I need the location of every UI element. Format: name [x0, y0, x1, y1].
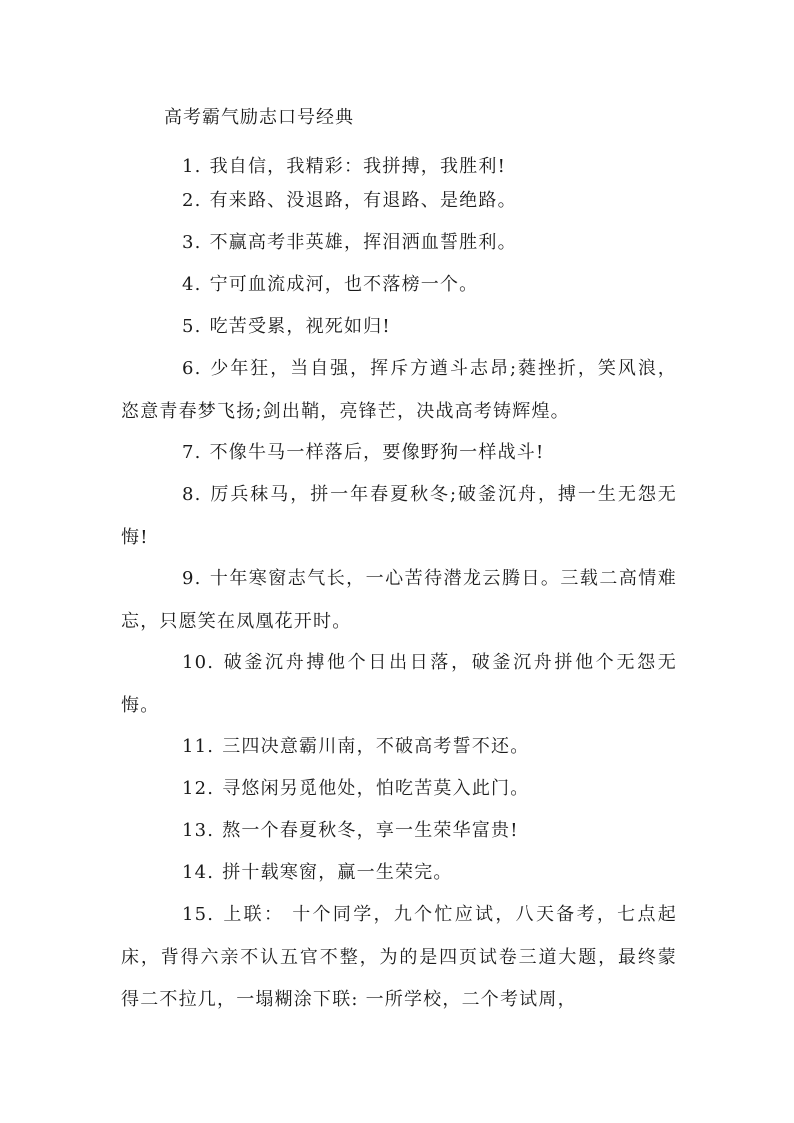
item-text: 三四决意霸川南，不破高考誓不还。	[222, 736, 530, 757]
list-item	[121, 768, 677, 811]
list-item	[121, 432, 677, 475]
item-number: 15.	[182, 904, 215, 925]
list-item	[121, 222, 677, 265]
item-text: 十年寒窗志气长，一心苦待潜龙云腾日。三载二高情难忘，只愿笑在凤凰花开时。	[121, 568, 677, 632]
item-text: 有来路、没退路，有退路、是绝路。	[209, 190, 517, 211]
list-item	[121, 306, 677, 349]
list-item	[121, 852, 677, 895]
item-number: 8.	[182, 484, 202, 505]
item-number: 13.	[182, 820, 215, 841]
item-text: 上联： 十个同学，九个忙应试，八天备考，七点起床，背得六亲不认五官不整，为的是四页试卷三道大题，最终蒙得二不拉几，一塌糊涂下联: 一所学校，二个考试周，	[121, 904, 677, 1010]
item-number: 5.	[182, 316, 202, 337]
item-text: 破釜沉舟搏他个日出日落，破釜沉舟拼他个无怨无悔。	[121, 652, 677, 716]
list-item	[121, 810, 677, 853]
list-item	[121, 558, 677, 643]
item-number: 10.	[182, 652, 215, 673]
list-item	[121, 726, 677, 769]
item-text: 拼十载寒窗，赢一生荣完。	[222, 862, 453, 883]
item-number: 1.	[182, 156, 202, 177]
list-item	[121, 642, 677, 727]
item-number: 12.	[182, 778, 215, 799]
item-number: 6.	[182, 358, 202, 379]
item-text: 不像牛马一样落后，要像野狗一样战斗!	[209, 442, 545, 463]
item-number: 14.	[182, 862, 215, 883]
list-item	[121, 264, 677, 307]
item-text: 寻悠闲另觅他处，怕吃苦莫入此门。	[222, 778, 530, 799]
list-item	[121, 474, 677, 559]
item-number: 2.	[182, 190, 202, 211]
item-text: 宁可血流成河，也不落榜一个。	[209, 274, 479, 295]
list-item	[121, 894, 677, 1022]
item-number: 4.	[182, 274, 202, 295]
item-text: 厉兵秣马，拼一年春夏秋冬;破釜沉舟，搏一生无怨无悔!	[121, 484, 677, 548]
item-text: 我自信，我精彩：我拼搏，我胜利!	[209, 156, 507, 177]
list-item	[121, 180, 677, 223]
item-text: 熬一个春夏秋冬，享一生荣华富贵!	[222, 820, 519, 841]
item-number: 7.	[182, 442, 202, 463]
document-title: 高考霸气励志口号经典	[164, 107, 354, 128]
item-text: 吃苦受累，视死如归!	[209, 316, 391, 337]
item-text: 不赢高考非英雄，挥泪洒血誓胜利。	[209, 232, 517, 253]
item-number: 3.	[182, 232, 202, 253]
item-number: 9.	[182, 568, 202, 589]
item-number: 11.	[182, 736, 215, 757]
list-item	[121, 348, 677, 433]
item-text: 少年狂，当自强，挥斥方遒斗志昂;蕤挫折，笑风浪，恣意青春梦飞扬;剑出鞘，亮锋芒，决战高考铸辉煌。	[121, 358, 677, 422]
